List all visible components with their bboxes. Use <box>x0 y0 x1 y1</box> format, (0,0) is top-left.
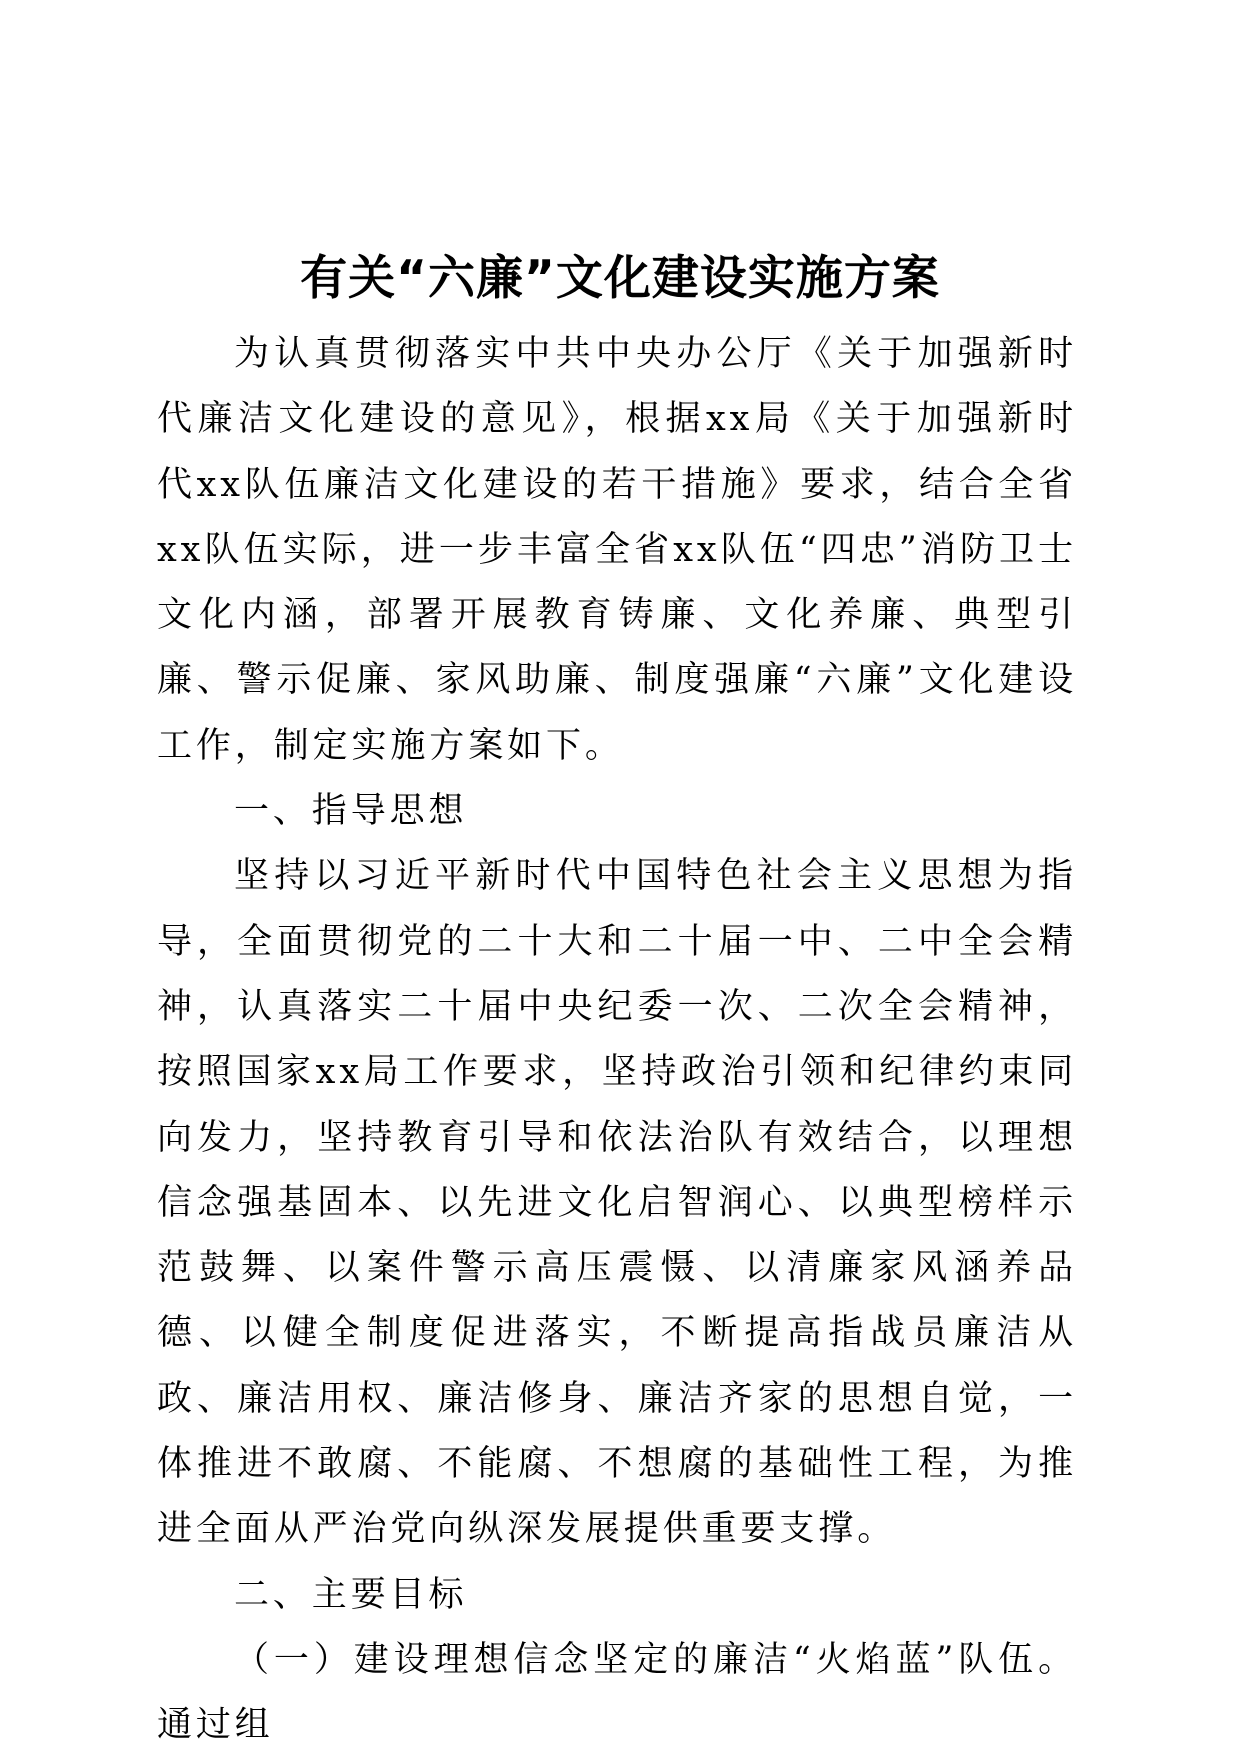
paragraph-intro: 为认真贯彻落实中共中央办公厅《关于加强新时代廉洁文化建设的意见》，根据xx局《关于加强新时代xx队伍廉洁文化建设的若干措施》要求，结合全省xx队伍实际，进一步丰富全省xx队伍“四忠”消防卫士文化内涵，部署开展教育铸廉、文化养廉、典型引廉、警示促廉、家风助廉、制度强廉“六廉”文化建设工作，制定实施方案如下。 <box>157 334 1077 766</box>
section-heading-main-goals: 二、主要目标 <box>234 1574 468 1615</box>
section-heading-guiding-thought: 一、指导思想 <box>234 791 468 832</box>
document-body <box>157 322 1077 1759</box>
paragraph-guiding-thought: 坚持以习近平新时代中国特色社会主义思想为指导，全面贯彻党的二十大和二十届一中、二中全会精神，认真落实二十届中央纪委一次、二次全会精神，按照国家xx局工作要求，坚持政治引领和纪律约束同向发力，坚持教育引导和依法治队有效结合，以理想信念强基固本、以先进文化启智润心、以典型榜样示范鼓舞、以案件警示高压震慑、以清廉家风涵养品德、以健全制度促进落实，不断提高指战员廉洁从政、廉洁用权、廉洁修身、廉洁齐家的思想自觉，一体推进不敢腐、不能腐、不想腐的基础性工程，为推进全面从严治党向纵深发展提供重要支撑。 <box>157 856 1077 1550</box>
document-title: 有关“六廉”文化建设实施方案 <box>300 251 940 307</box>
paragraph-goal-1: （一）建设理想信念坚定的廉洁“火焰蓝”队伍。通过组 <box>157 1639 1077 1746</box>
